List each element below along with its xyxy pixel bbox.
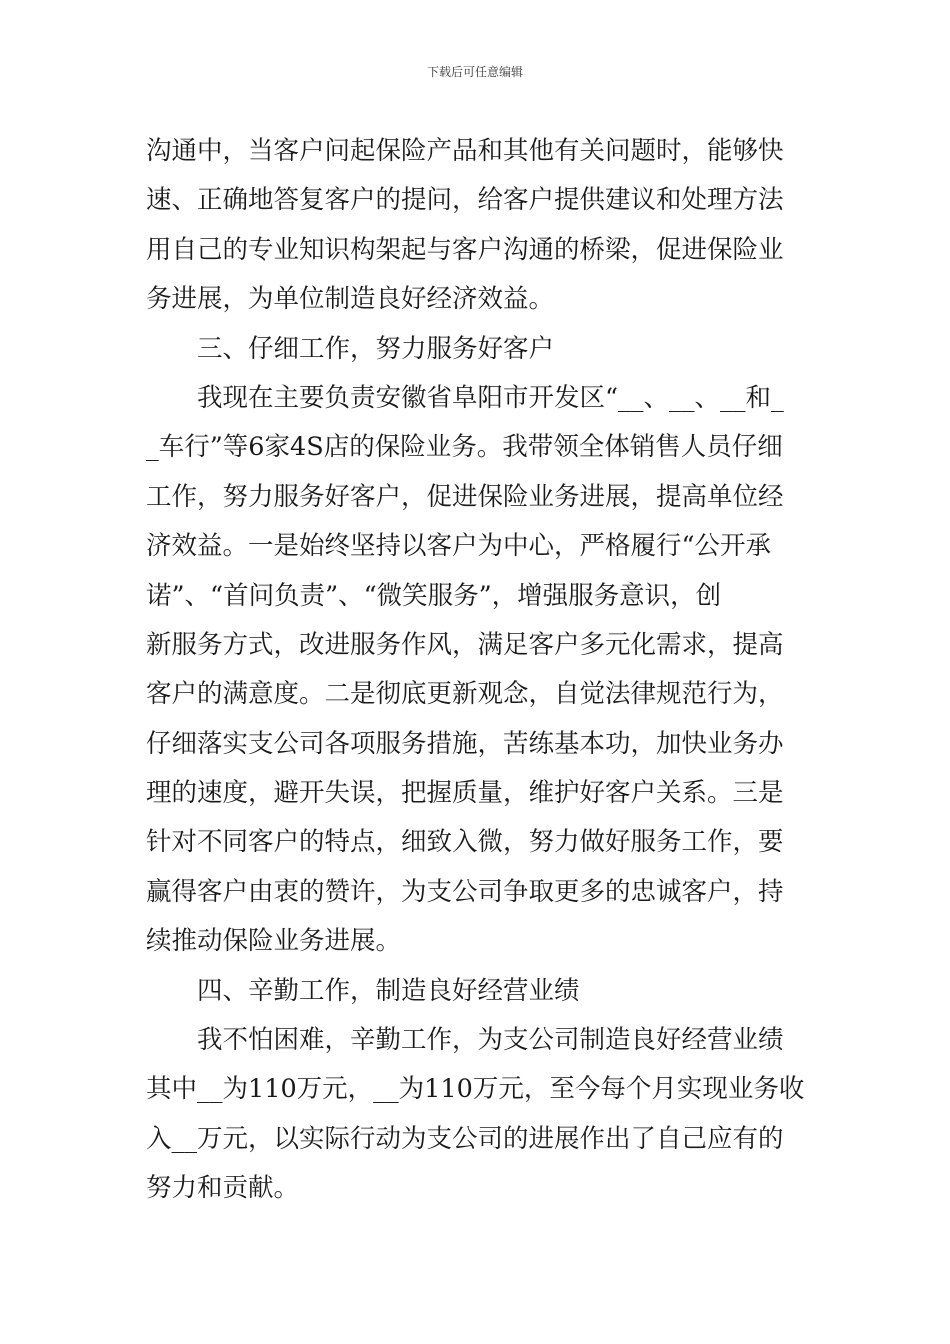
text-line: 沟通中，当客户问起保险产品和其他有关问题时，能够快 [146,136,784,166]
text-line: 新服务方式，改进服务作风，满足客户多元化需求，提高 [146,629,784,660]
text-line: 务进展，为单位制造良好经济效益。 [146,284,555,315]
text-line: 我不怕困难，辛勤工作，为支公司制造良好经营业绩 [197,1025,784,1056]
text-line: 仔细落实支公司各项服务措施，苦练基本功，加快业务办 [146,728,784,759]
text-line: 诺”、“首问负责”、“微笑服务”，增强服务意识，创 [146,580,722,611]
text-line: 其中__为110万元，__为110万元，至今每个月实现业务收 [146,1074,805,1105]
text-line: 理的速度，避开失误，把握质量，维护好客户关系。三是 [146,778,784,809]
text-line: 针对不同客户的特点，细致入微，努力做好服务工作，要 [146,827,784,858]
text-line: 客户的满意度。二是彻底更新观念，自觉法律规范行为， [146,679,784,710]
text-line: 赢得客户由衷的赞许，为支公司争取更多的忠诚客户，持 [146,876,784,907]
text-line: 努力和贡献。 [146,1173,300,1204]
text-line: 工作，努力服务好客户，促进保险业务进展，提高单位经 [146,481,784,512]
text-line: 续推动保险业务进展。 [146,926,402,957]
section-heading: 三、仔细工作，努力服务好客户 [197,333,555,364]
text-line: 我现在主要负责安徽省阜阳市开发区“__、__、__和_ [197,382,784,413]
page-header: 下载后可任意编辑 [426,65,523,79]
text-line: 济效益。一是始终坚持以客户为中心，严格履行“公开承 [146,531,772,562]
text-line: _车行”等6家4S店的保险业务。我带领全体销售人员仔细 [146,432,783,463]
text-line: 用自己的专业知识构架起与客户沟通的桥梁，促进保险业 [146,234,784,265]
section-heading: 四、辛勤工作，制造良好经营业绩 [197,975,580,1006]
text-line: 入__万元，以实际行动为支公司的进展作出了自己应有的 [146,1123,784,1154]
text-line: 速、正确地答复客户的提问，给客户提供建议和处理方法 [146,185,784,216]
document-body [146,127,810,1214]
